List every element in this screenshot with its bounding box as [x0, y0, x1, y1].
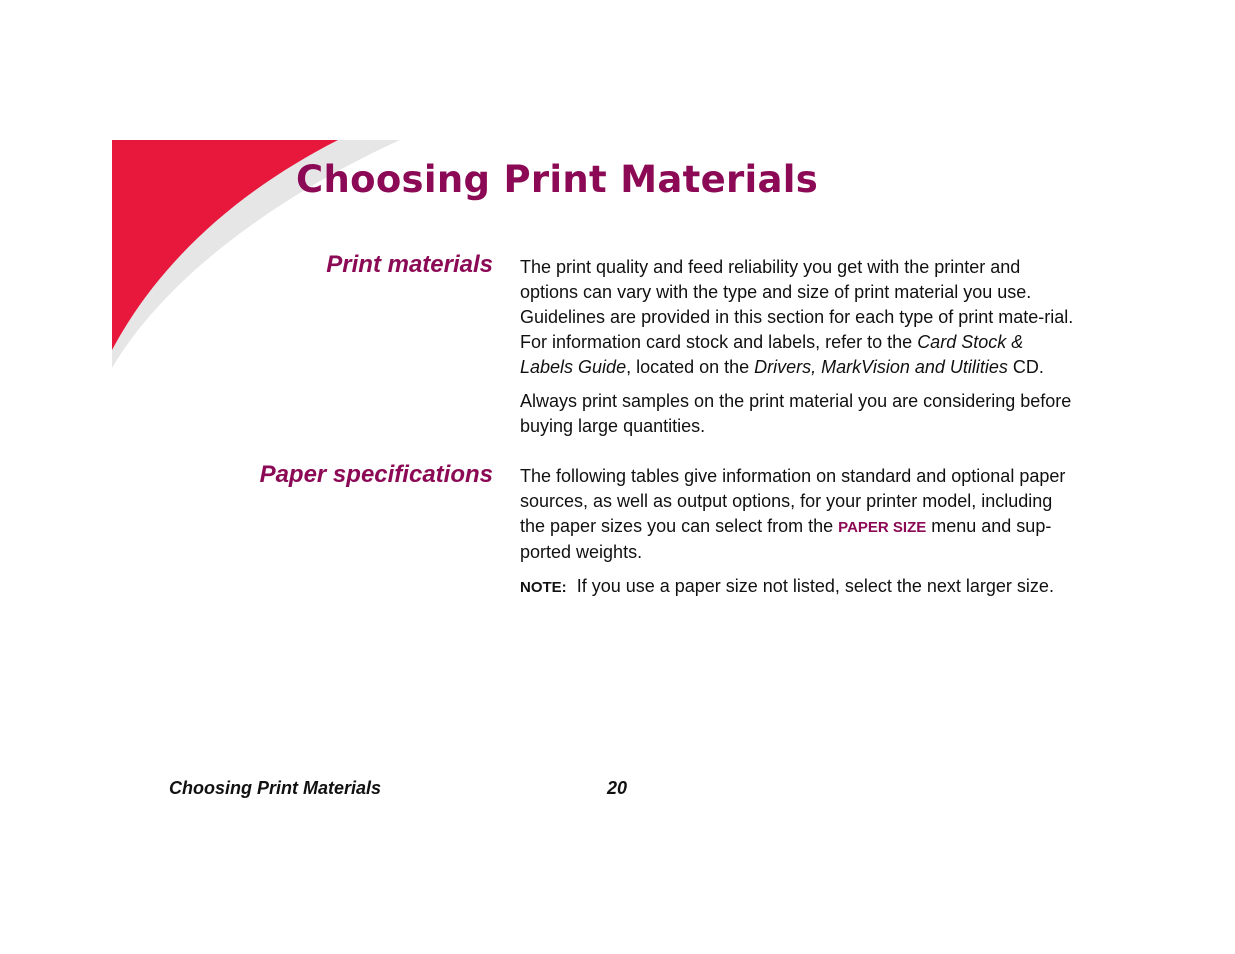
footer-page-number: 20 — [607, 778, 628, 798]
print-materials-paragraph-1: The print quality and feed reliability you get with the printer and options can vary with the type and size of print material you use. Guidelines are provided in this section for each type of print mate-rial. For information card stock and labels, refer to the Card Stock & Labels Guide, located on the Drivers, MarkVision and Utilities CD. — [520, 257, 1074, 377]
section-heading-print-materials: Print materials — [326, 251, 493, 278]
print-materials-paragraph-2: Always print samples on the print material you are considering before buying large quantities. — [520, 391, 1072, 436]
section-heading-paper-specifications: Paper specifications — [259, 461, 493, 488]
menu-reference-paper-size: PAPER SIZE — [838, 519, 927, 536]
footer-title: Choosing Print Materials — [169, 778, 382, 798]
note-label: NOTE: — [520, 579, 567, 596]
note — [520, 574, 1080, 600]
note-text: If you use a paper size not listed, select the next larger size. — [576, 576, 1054, 596]
paper-specifications-paragraph: The following tables give information on standard and optional paper sources, as well as output options, for your printer model, including the paper sizes you can select from the PAPER SIZE menu and sup-ported weights. — [520, 466, 1066, 562]
page-title: Choosing Print Materials — [296, 158, 819, 201]
